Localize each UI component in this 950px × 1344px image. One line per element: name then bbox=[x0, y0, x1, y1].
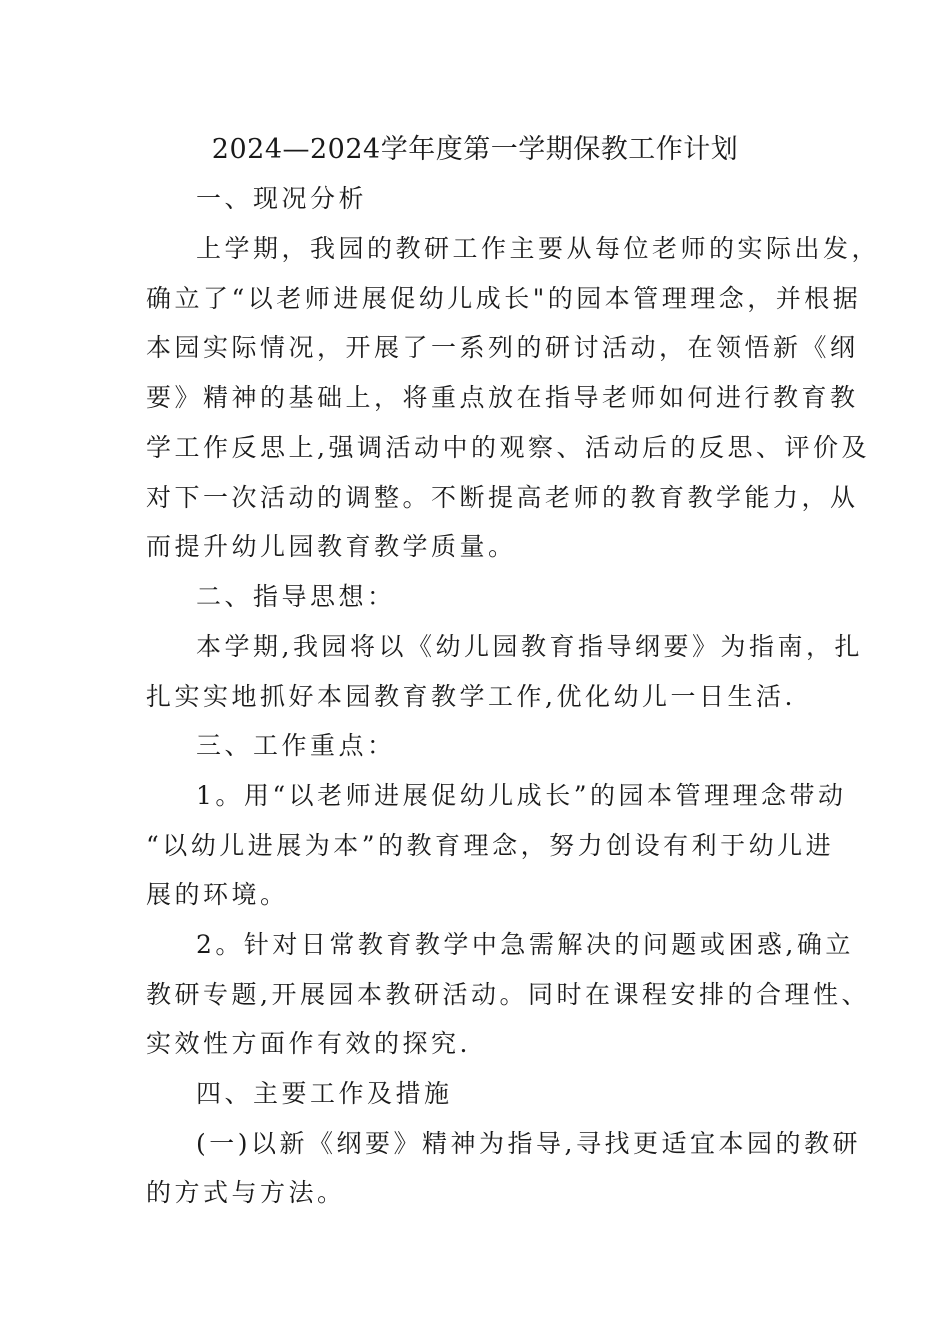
paragraph-line: 确立了“以老师进展促幼儿成长"的园本管理理念，并根据 bbox=[146, 284, 862, 313]
paragraph-line: 教研专题,开展园本教研活动。同时在课程安排的合理性、 bbox=[146, 980, 870, 1009]
paragraph-line: 展的环境。 bbox=[146, 880, 289, 909]
paragraph-line: 学工作反思上,强调活动中的观察、活动后的反思、评价及 bbox=[146, 433, 870, 462]
paragraph-line: 本园实际情况，开展了一系列的研讨活动，在领悟新《纲 bbox=[146, 333, 859, 362]
paragraph-line: 1。用“以老师进展促幼儿成长”的园本管理理念带动 bbox=[196, 781, 847, 810]
paragraph-line: 上学期，我园的教研工作主要从每位老师的实际出发， bbox=[196, 234, 881, 263]
section-heading-1: 一、现况分析 bbox=[196, 184, 368, 213]
section-heading-4: 四、主要工作及措施 bbox=[196, 1079, 453, 1108]
section-heading-3: 三、工作重点： bbox=[196, 731, 396, 760]
paragraph-line: “以幼儿进展为本”的教育理念，努力创设有利于幼儿进 bbox=[146, 831, 835, 860]
paragraph-line: 对下一次活动的调整。不断提高老师的教育教学能力，从 bbox=[146, 483, 859, 512]
paragraph-line: 要》精神的基础上，将重点放在指导老师如何进行教育教 bbox=[146, 383, 859, 412]
document-title: 2024—2024学年度第一学期保教工作计划 bbox=[211, 134, 739, 165]
paragraph-line: 扎实实地抓好本园教育教学工作,优化幼儿一日生活. bbox=[146, 682, 796, 711]
section-heading-2: 二、指导思想： bbox=[196, 582, 396, 611]
paragraph-line: 的方式与方法。 bbox=[146, 1178, 346, 1207]
paragraph-line: 本学期,我园将以《幼儿园教育指导纲要》为指南，扎 bbox=[196, 632, 863, 661]
paragraph-line: (一)以新《纲要》精神为指导,寻找更适宜本园的教研 bbox=[196, 1129, 861, 1158]
paragraph-line: 实效性方面作有效的探究. bbox=[146, 1029, 471, 1058]
paragraph-line: 而提升幼儿园教育教学质量。 bbox=[146, 532, 517, 561]
paragraph-line: 2。针对日常教育教学中急需解决的问题或困惑,确立 bbox=[196, 930, 854, 959]
